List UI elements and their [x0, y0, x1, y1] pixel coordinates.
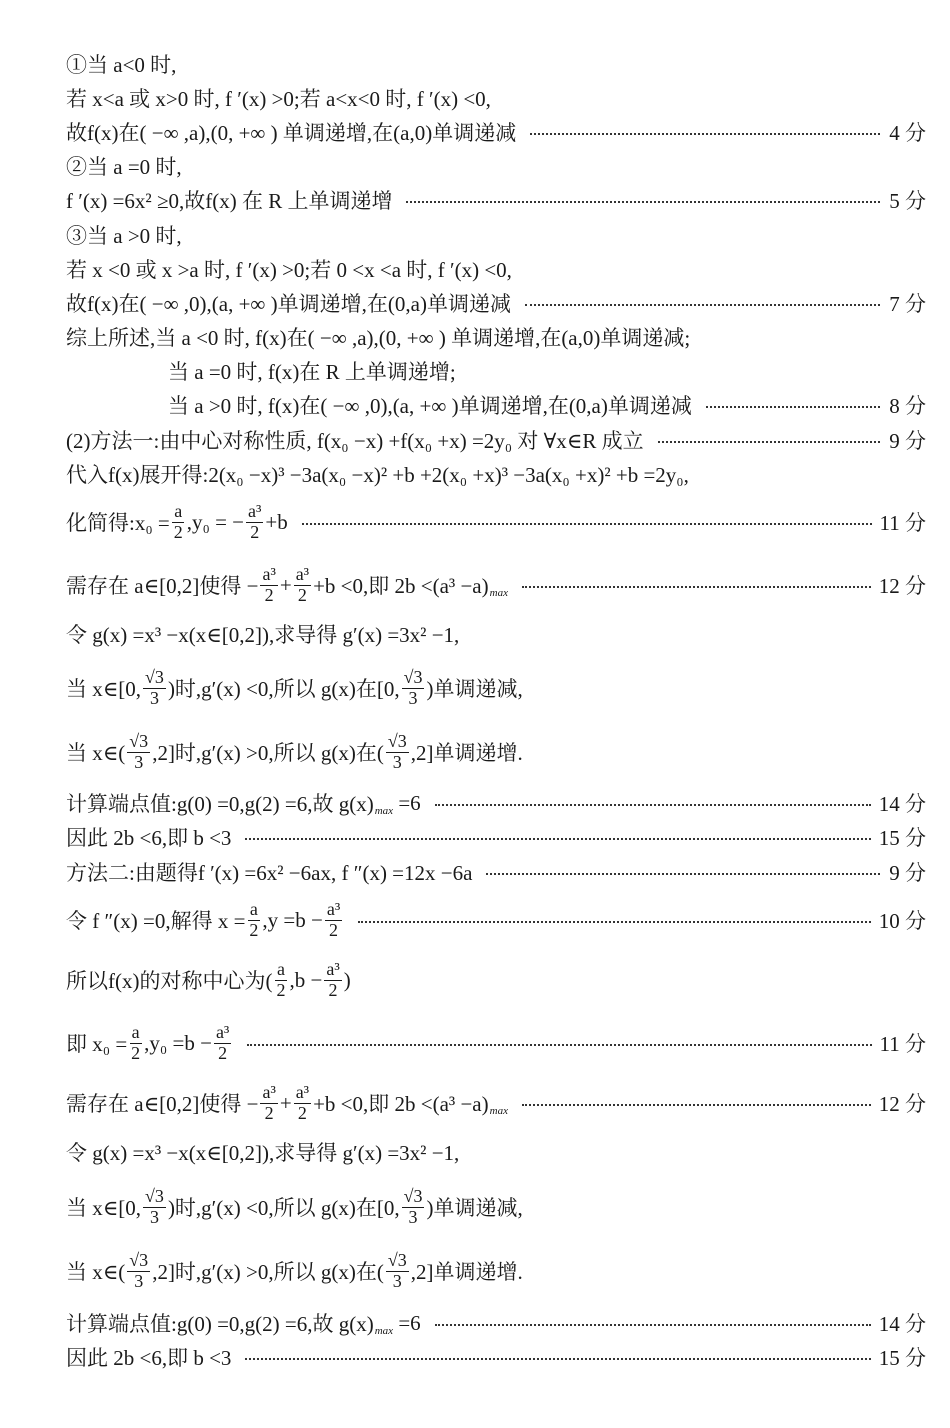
subscript: max	[374, 805, 394, 817]
fraction	[260, 565, 277, 606]
denominator: 3	[392, 751, 402, 772]
text-segment: )单调递减,	[426, 1196, 523, 1220]
fraction	[172, 502, 185, 543]
solution-line	[66, 452, 926, 496]
text-segment: 需存在 a∈[0,2]使得 −	[66, 574, 259, 598]
text-segment: +	[279, 572, 292, 597]
subscript: max	[374, 1325, 394, 1337]
denominator: 2	[249, 919, 259, 940]
text-segment: 令 g(x) =x³ −x(x∈[0,2]),求导得 g′(x) =3x² −1,	[66, 1141, 460, 1165]
text-segment: 当 x∈(	[66, 741, 126, 765]
denominator: 2	[329, 919, 339, 940]
line-content	[66, 1308, 421, 1338]
dot-leader	[486, 873, 880, 875]
score-label: 11 分	[879, 511, 926, 535]
score-label: 5 分	[889, 189, 926, 213]
line-content	[66, 1187, 523, 1228]
solution-line	[66, 563, 926, 607]
fraction	[127, 1251, 150, 1292]
numerator: √3	[129, 730, 149, 751]
text-segment: ,y₀ = −	[186, 509, 245, 534]
fraction	[325, 900, 342, 941]
text-segment: )时,g′(x) <0,所以 g(x)在[0,	[167, 1196, 400, 1220]
solution-line	[66, 666, 926, 710]
fraction	[386, 1251, 409, 1292]
score-label: 9 分	[889, 861, 926, 885]
line-content	[66, 1137, 459, 1167]
text-segment: ,b −	[289, 967, 323, 992]
dot-leader	[435, 1324, 871, 1326]
numerator: √3	[387, 1249, 407, 1270]
text-segment: 计算端点值:g(0) =0,g(2) =6,故 g(x)	[66, 1312, 374, 1336]
dot-leader	[658, 441, 880, 443]
solution-line	[66, 898, 926, 942]
dot-leader	[522, 586, 871, 588]
text-segment: 当 x∈[0,	[66, 1196, 142, 1220]
line-content	[66, 619, 459, 649]
numerator: √3	[403, 666, 423, 687]
text-segment: (2)方法一:由中心对称性质, f(x₀ −x) +f(x₀ +x) =2y₀ 对 ∀x∈R 成立	[66, 429, 644, 453]
text-segment: ,2]时,g′(x) >0,所以 g(x)在(	[152, 1260, 384, 1284]
line-content	[66, 565, 508, 606]
denominator: 3	[149, 1206, 159, 1227]
score-label: 9 分	[889, 429, 926, 453]
score-label: 4 分	[889, 121, 926, 145]
text-segment: )单调递减,	[426, 677, 523, 701]
denominator: 2	[131, 1042, 141, 1063]
numerator: a³	[295, 1081, 310, 1102]
denominator: 2	[297, 584, 307, 605]
line-content	[66, 220, 182, 250]
fraction	[402, 668, 425, 709]
line-content	[66, 117, 516, 147]
text-segment: 代入f(x)展开得:2(x₀ −x)³ −3a(x₀ −x)² +b +2(x₀ +x)³ −3a(x₀ +x)² +b =2y₀,	[66, 463, 689, 487]
score-label: 12 分	[878, 574, 926, 598]
numerator: a³	[262, 1081, 276, 1102]
text-segment: f ′(x) =6x² ≥0,故f(x) 在 R 上单调递增	[66, 189, 393, 213]
dot-leader	[245, 838, 870, 840]
text-segment: 综上所述,当 a <0 时, f(x)在( −∞ ,a),(0, +∞ ) 单调递增,在(a,0)单调递减;	[66, 326, 691, 350]
line-content	[66, 185, 392, 215]
solution-line	[66, 958, 926, 1002]
score-label: 14 分	[878, 792, 926, 816]
fraction	[214, 1023, 231, 1064]
dot-leader	[530, 133, 880, 135]
denominator: 2	[328, 979, 338, 1000]
text-segment: 化简得:x₀ =	[66, 511, 170, 535]
text-segment: +b <0,即 2b <(a³ −a)	[313, 574, 489, 598]
text-segment: 令 f ″(x) =0,解得 x =	[66, 909, 246, 933]
text-segment: 当 x∈(	[66, 1260, 126, 1284]
numerator: a³	[248, 500, 262, 521]
fraction	[143, 1187, 166, 1228]
fraction	[402, 1187, 425, 1228]
denominator: 2	[276, 979, 286, 1000]
dot-leader	[406, 201, 880, 203]
solution-line	[66, 1249, 926, 1293]
score-label: 11 分	[879, 1032, 926, 1056]
text-segment: 因此 2b <6,即 b <3	[66, 1346, 232, 1370]
line-content	[66, 1023, 233, 1064]
text-segment: ,y =b −	[262, 907, 323, 932]
text-segment: 方法二:由题得f ′(x) =6x² −6ax, f ″(x) =12x −6a	[66, 861, 473, 885]
text-segment: )	[343, 967, 351, 992]
text-segment: ①当 a<0 时,	[66, 53, 177, 77]
denominator: 3	[149, 687, 159, 708]
dot-leader	[435, 804, 871, 806]
numerator: a³	[326, 898, 341, 919]
fraction	[247, 900, 260, 941]
numerator: a³	[215, 1021, 230, 1042]
fraction	[294, 1083, 311, 1124]
text-segment: 故f(x)在( −∞ ,0),(a, +∞ )单调递增,在(0,a)单调递减	[66, 292, 511, 316]
solution-line	[66, 1335, 926, 1379]
solution-line	[66, 1130, 926, 1174]
text-segment: 即 x₀ =	[66, 1032, 128, 1056]
numerator: a	[249, 898, 258, 919]
line-content	[66, 857, 472, 887]
text-segment: 计算端点值:g(0) =0,g(2) =6,故 g(x)	[66, 792, 374, 816]
text-segment: ,2]时,g′(x) >0,所以 g(x)在(	[152, 741, 384, 765]
fraction	[324, 960, 341, 1001]
line-content	[66, 151, 182, 181]
text-segment: +b <0,即 2b <(a³ −a)	[313, 1092, 489, 1116]
text-segment: ②当 a =0 时,	[66, 155, 182, 179]
solution-line	[66, 500, 926, 544]
line-content	[66, 732, 523, 773]
solution-line	[66, 730, 926, 774]
dot-leader	[247, 1044, 871, 1046]
fraction	[386, 732, 409, 773]
dot-leader	[245, 1358, 870, 1360]
denominator: 3	[408, 1206, 418, 1227]
text-segment: 所以f(x)的对称中心为(	[66, 969, 273, 993]
score-label: 12 分	[878, 1092, 926, 1116]
numerator: √3	[403, 1185, 423, 1206]
score-label: 15 分	[878, 826, 926, 850]
fraction	[260, 1083, 277, 1124]
line-content	[66, 1342, 231, 1372]
line-content	[66, 822, 231, 852]
line-content	[66, 900, 344, 941]
numerator: √3	[145, 666, 164, 687]
dot-leader	[358, 921, 871, 923]
text-segment: +	[279, 1090, 292, 1115]
fraction	[274, 960, 287, 1001]
fraction	[143, 668, 166, 709]
line-content	[66, 1083, 508, 1124]
text-segment: 令 g(x) =x³ −x(x∈[0,2]),求导得 g′(x) =3x² −1,	[66, 623, 460, 647]
line-content	[66, 322, 690, 352]
subscript: max	[489, 1105, 508, 1117]
text-segment: 故f(x)在( −∞ ,a),(0, +∞ ) 单调递增,在(a,0)单调递减	[66, 121, 517, 145]
dot-leader	[525, 304, 880, 306]
fraction	[294, 565, 311, 606]
text-segment: ,2]单调递增.	[410, 741, 523, 765]
fraction	[246, 502, 263, 543]
solution-line	[66, 850, 926, 894]
text-segment: 需存在 a∈[0,2]使得 −	[66, 1092, 259, 1116]
line-content	[66, 425, 644, 455]
text-segment: )时,g′(x) <0,所以 g(x)在[0,	[167, 677, 400, 701]
line-content	[66, 459, 689, 489]
line-content	[66, 83, 491, 113]
text-segment: 若 x<a 或 x>0 时, f ′(x) >0;若 a<x<0 时, f ′(x) <0,	[66, 87, 491, 111]
line-content	[66, 668, 523, 709]
denominator: 3	[408, 687, 418, 708]
solution-line	[66, 1081, 926, 1125]
line-content	[66, 49, 176, 79]
text-segment: 当 a >0 时, f(x)在( −∞ ,0),(a, +∞ )单调递增,在(0,a)单调递减	[168, 394, 692, 418]
denominator: 2	[264, 1102, 274, 1123]
line-content	[168, 356, 456, 386]
line-content	[66, 788, 421, 818]
numerator: √3	[129, 1249, 149, 1270]
text-segment: 若 x <0 或 x >a 时, f ′(x) >0;若 0 <x <a 时, f ′(x) <0,	[66, 258, 512, 282]
numerator: a	[131, 1021, 140, 1042]
fraction	[127, 732, 150, 773]
solution-line	[66, 612, 926, 656]
denominator: 2	[250, 521, 260, 542]
text-segment: =6	[393, 790, 421, 815]
line-content	[66, 254, 512, 284]
numerator: a³	[262, 563, 276, 584]
numerator: a	[174, 500, 183, 521]
denominator: 2	[264, 584, 274, 605]
denominator: 2	[173, 521, 183, 542]
numerator: a	[276, 958, 285, 979]
score-label: 14 分	[878, 1312, 926, 1336]
denominator: 2	[297, 1102, 307, 1123]
score-label: 8 分	[889, 394, 926, 418]
text-segment: 因此 2b <6,即 b <3	[66, 826, 232, 850]
fraction	[129, 1023, 142, 1064]
numerator: √3	[387, 730, 407, 751]
line-content	[66, 502, 288, 543]
dot-leader	[522, 1104, 871, 1106]
dot-leader	[706, 406, 880, 408]
line-content	[66, 960, 351, 1001]
line-content	[168, 390, 692, 420]
text-segment: ,2]单调递增.	[410, 1260, 523, 1284]
text-segment: +b	[265, 509, 288, 534]
denominator: 3	[392, 1270, 402, 1291]
score-label: 7 分	[889, 292, 926, 316]
numerator: a³	[326, 958, 340, 979]
denominator: 3	[134, 751, 144, 772]
score-label: 10 分	[878, 909, 926, 933]
numerator: a³	[295, 563, 310, 584]
text-segment: =6	[393, 1310, 421, 1335]
solution-line	[66, 1185, 926, 1229]
numerator: √3	[145, 1185, 164, 1206]
dot-leader	[302, 523, 872, 525]
line-content	[66, 288, 511, 318]
line-content	[66, 1251, 523, 1292]
score-label: 15 分	[878, 1346, 926, 1370]
text-segment: 当 a =0 时, f(x)在 R 上单调递增;	[168, 360, 456, 384]
text-segment: ③当 a >0 时,	[66, 224, 182, 248]
text-segment: ,y₀ =b −	[144, 1030, 212, 1055]
subscript: max	[489, 587, 508, 599]
solution-line	[66, 1021, 926, 1065]
text-segment: 当 x∈[0,	[66, 677, 142, 701]
denominator: 2	[218, 1042, 228, 1063]
denominator: 3	[134, 1270, 144, 1291]
